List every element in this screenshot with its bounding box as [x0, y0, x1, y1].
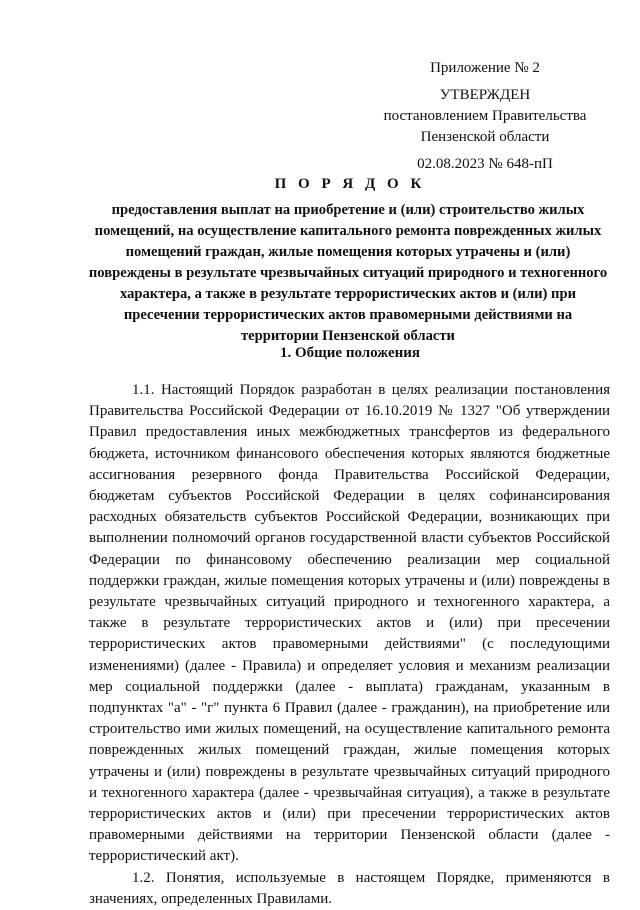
- approval-line-1: постановлением Правительства: [383, 108, 587, 124]
- approval-stamp: [360, 58, 610, 175]
- approved-label: УТВЕРЖДЕН: [439, 87, 531, 103]
- document-title: П О Р Я Д О К: [274, 176, 426, 192]
- section-heading: 1. Общие положения: [279, 345, 421, 361]
- appendix-label: Приложение № 2: [430, 60, 540, 76]
- paragraph-1-2: 1.2. Понятия, используемые в настоящем Порядке, применяются в значениях, определенных Правилами.: [89, 869, 610, 907]
- document-body: [89, 380, 610, 910]
- paragraph-1-1: 1.1. Настоящий Порядок разработан в целях реализации постановления Правительства Российской Федерации от 16.10.2019 № 1327 "Об утверждении Правил предоставления иных межбюджетных трансфертов из федерального бюджета, источником финансового обеспечения которых являются бюджетные ассигнования резервного фонда Правительства Российской Федерации, бюджетам субъектов Российской Федерации в целях софинансирования расходных обязательств субъектов Российской Федерации, возникающих при выполнении полномочий органов государственной власти субъектов Российской Федерации по финансовому обеспечению реализации мер социальной поддержки граждан, жилые помещения которых утрачены и (или) повреждены в результате чрезвычайных ситуаций природного и техногенного характера, а также в результате террористических актов и (или) при пресечении террористических актов правомерными действиями" (с последующими изменениями) (далее - Правила) и определяет условия и механизм реализации мер социальной поддержки (далее - выплата) гражданам, указанным в подпунктах "а" - "г" пункта 6 Правил (далее - гражданин), на приобретение или строительство ими жилых помещений, на осуществление капитального ремонта поврежденных жилых помещений граждан, жилые помещения которых утрачены и (или) повреждены в результате чрезвычайных ситуаций природного и техногенного характера (далее - чрезвычайная ситуация), а также в результате террористических актов и (или) при пресечении террористических актов правомерными действиями на территории Пензенской области (далее - террористический акт).: [89, 382, 610, 865]
- document-subtitle: предоставления выплат на приобретение и (или) строительство жилых помещений, на осуществление капитального ремонта поврежденных жилых помещений граждан, жилые помещения которых утрачены и (или) повреждены в результате чрезвычайных ситуаций природного и техногенного характера, а также в результате террористических актов и (или) при пресечении террористических актов правомерными действиями на территории Пензенской области: [88, 202, 608, 344]
- approval-line-2: Пензенской области: [420, 129, 550, 145]
- approval-date-number: 02.08.2023 № 648-пП: [417, 156, 553, 172]
